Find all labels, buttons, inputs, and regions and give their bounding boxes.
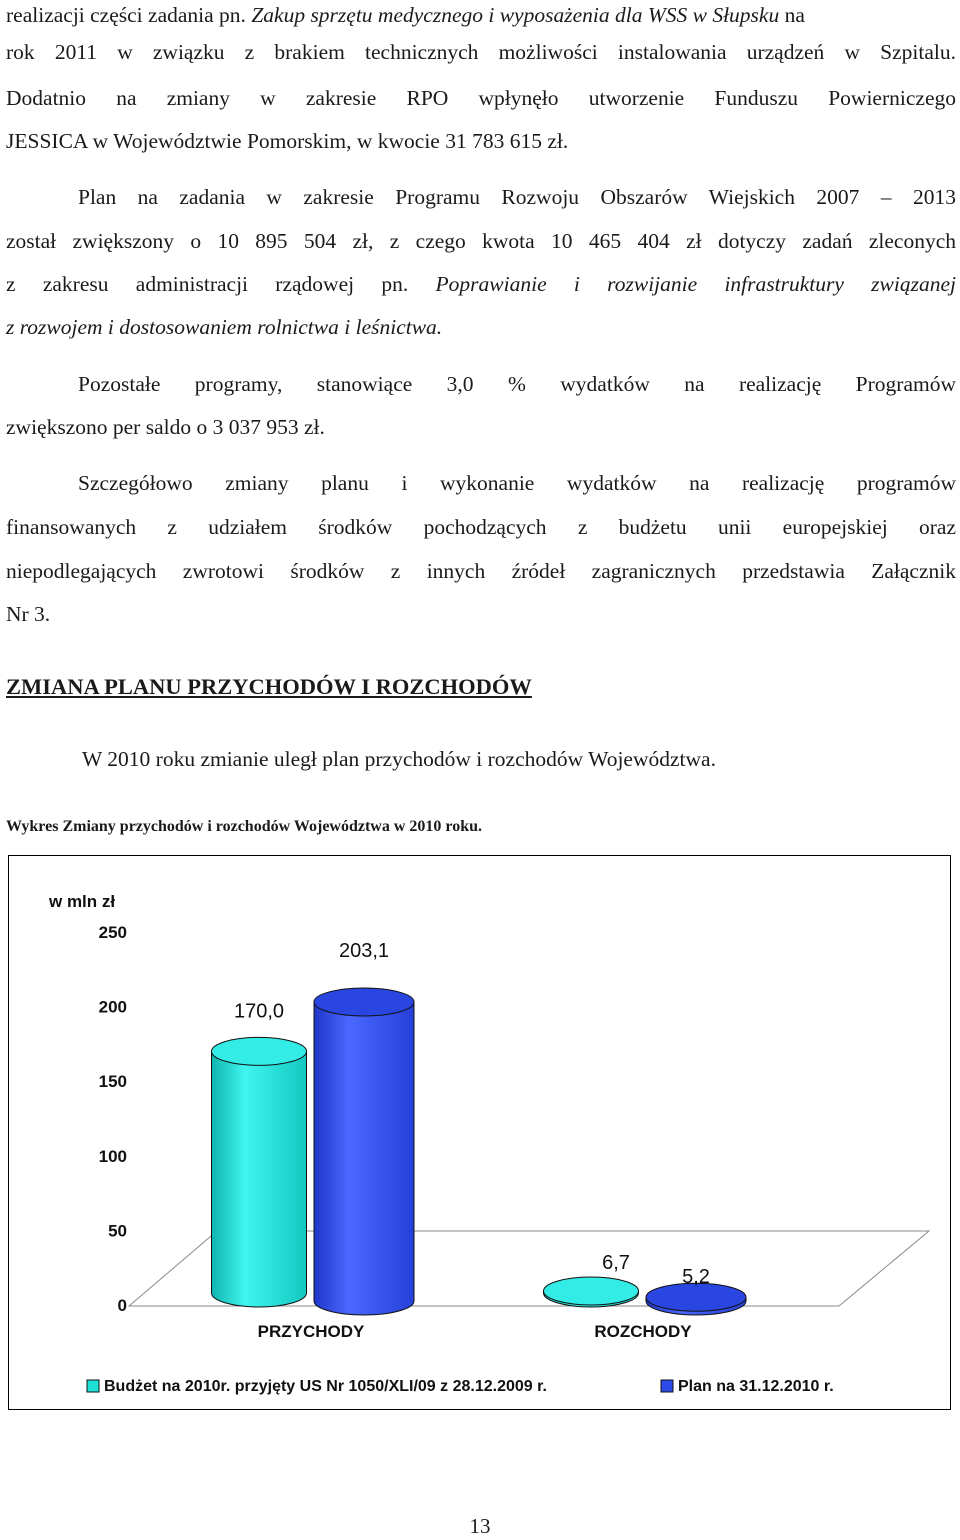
- chart-caption: Wykres Zmiany przychodów i rozchodów Województwa w 2010 roku.: [6, 818, 483, 835]
- page-number: 13: [469, 1514, 491, 1538]
- data-label: 170,0: [233, 1000, 285, 1023]
- bar-top: [544, 1277, 639, 1305]
- text-segment: realizacji części zadania pn.: [6, 3, 252, 27]
- text-line: [6, 0, 956, 30]
- bar-top: [212, 1037, 307, 1065]
- text-line: JESSICA w Województwie Pomorskim, w kwocie 31 783 615 zł.: [6, 129, 569, 153]
- category-label: ROZCHODY: [594, 1322, 692, 1341]
- text-line: zwiększono per saldo o 3 037 953 zł.: [6, 415, 325, 439]
- intro-text: W 2010 roku zmianie uległ plan przychodów i rozchodów Województwa.: [82, 747, 716, 771]
- text-line: Dodatnio na zmiany w zakresie RPO wpłynęło utworzenie Funduszu Powierniczego: [6, 86, 956, 110]
- legend-swatch: [87, 1380, 99, 1392]
- text-segment: na: [779, 3, 805, 27]
- data-label: 6,7: [602, 1252, 630, 1274]
- bar-cylinder: [314, 1002, 414, 1315]
- bar-cylinder: [212, 1051, 307, 1307]
- text-line: [6, 269, 956, 299]
- data-label: 5,2: [682, 1266, 710, 1289]
- text-line: rok 2011 w związku z brakiem technicznych możliwości instalowania urządzeń w Szpitalu.: [6, 40, 956, 64]
- legend-label: Budżet na 2010r. przyjęty US Nr 1050/XLI/09 z 28.12.2009 r.: [104, 1378, 547, 1395]
- text-line: Plan na zadania w zakresie Programu Rozwoju Obszarów Wiejskich 2007 – 2013: [78, 185, 956, 209]
- text-line: Szczegółowo zmiany planu i wykonanie wydatków na realizację programów: [78, 471, 956, 495]
- bar-chart: [9, 856, 952, 1411]
- bar-top: [314, 988, 414, 1016]
- text-segment: z zakresu administracji rządowej pn.: [6, 272, 436, 296]
- text-line: Nr 3.: [6, 602, 51, 626]
- y-axis-label: w mln zł: [49, 892, 116, 911]
- text-line: Pozostałe programy, stanowiące 3,0 % wydatków na realizację Programów: [78, 372, 956, 396]
- y-tick-label: 200: [98, 997, 127, 1017]
- y-tick-label: 150: [98, 1072, 127, 1092]
- section-heading: ZMIANA PLANU PRZYCHODÓW I ROZCHODÓW: [6, 674, 532, 699]
- y-tick-label: 250: [98, 923, 127, 942]
- legend-label: Plan na 31.12.2010 r.: [678, 1378, 834, 1395]
- italic-segment: Zakup sprzętu medycznego i wyposażenia dla WSS w Słupsku: [251, 3, 780, 27]
- labels-group: [48, 892, 834, 1395]
- y-tick-label: 50: [108, 1221, 127, 1241]
- chart-frame: [8, 855, 951, 1410]
- text-line: niepodlegających zwrotowi środków z innych źródeł zagranicznych przedstawia Załącznik: [6, 559, 956, 583]
- legend-swatch: [661, 1380, 673, 1392]
- text-line: z rozwojem i dostosowaniem rolnictwa i leśnictwa.: [6, 315, 443, 339]
- italic-segment: Poprawianie i rozwijanie infrastruktury związanej: [435, 272, 956, 296]
- text-line: finansowanych z udziałem środków pochodzących z budżetu unii europejskiej oraz: [6, 515, 956, 539]
- text-line: został zwiększony o 10 895 504 zł, z czego kwota 10 465 404 zł dotyczy zadań zleconych: [6, 229, 956, 253]
- y-tick-label: 100: [98, 1146, 127, 1166]
- category-label: PRZYCHODY: [257, 1322, 365, 1341]
- data-label: 203,1: [338, 939, 390, 962]
- y-tick-label: 0: [117, 1296, 127, 1315]
